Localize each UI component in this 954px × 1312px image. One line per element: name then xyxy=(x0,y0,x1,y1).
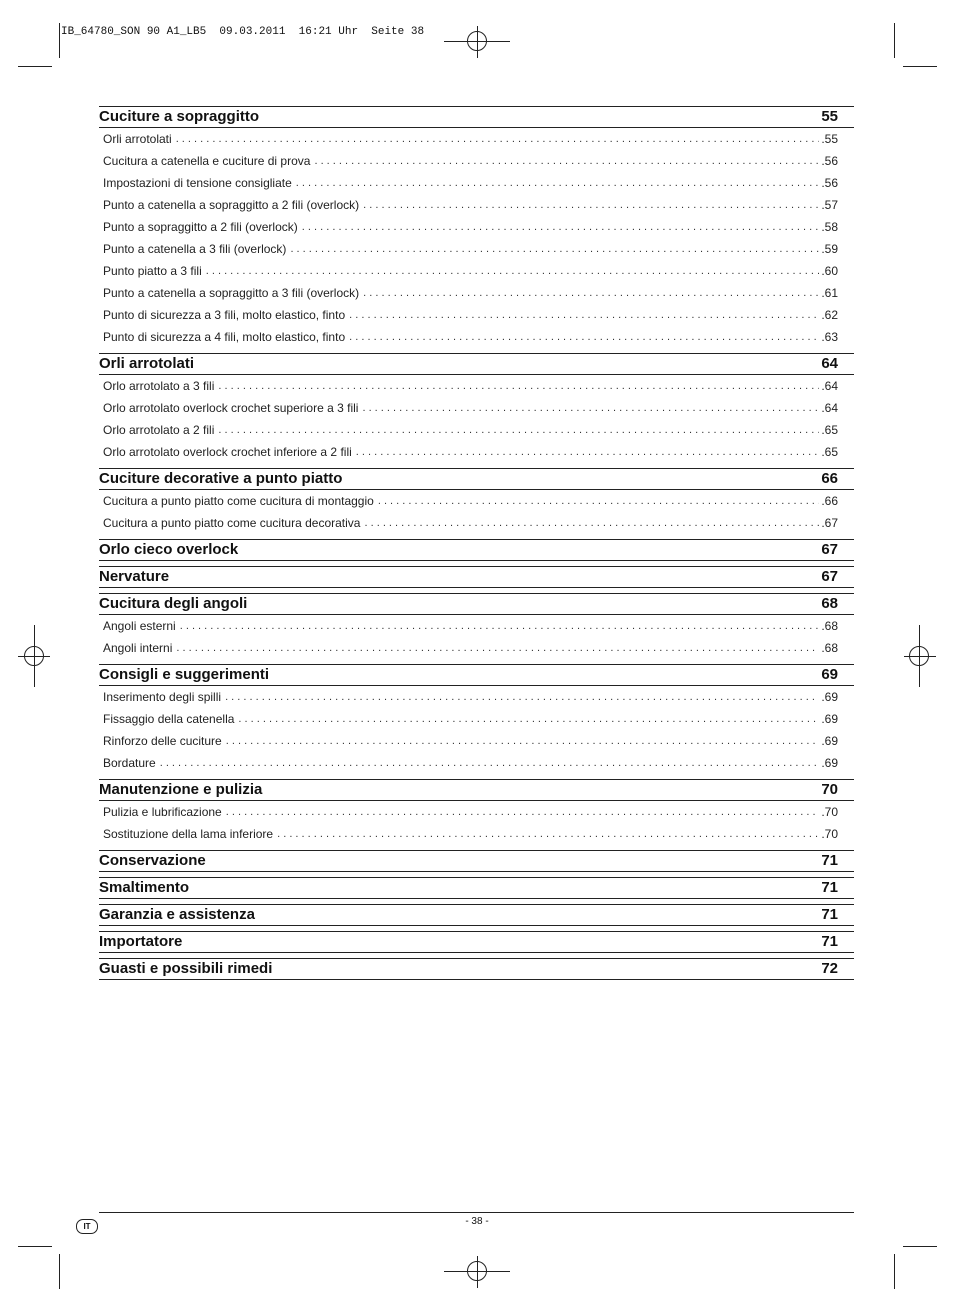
page-number: - 38 - xyxy=(465,1216,489,1227)
toc-entry[interactable] xyxy=(99,282,854,304)
toc-entry[interactable] xyxy=(99,150,854,172)
toc-entry[interactable] xyxy=(99,752,854,774)
crop-mark xyxy=(59,1254,60,1289)
dot-leader xyxy=(362,402,819,414)
crop-mark xyxy=(18,1246,52,1247)
entry-list xyxy=(99,615,854,659)
entry-page-number: .68 xyxy=(821,641,838,655)
entry-page-number: .69 xyxy=(821,734,838,748)
entry-label: Punto piatto a 3 fili xyxy=(103,264,202,278)
entry-label: Punto a catenella a 3 fili (overlock) xyxy=(103,242,287,256)
dot-leader xyxy=(349,309,819,321)
crop-mark xyxy=(903,66,937,67)
entry-label: Punto a catenella a sopraggitto a 3 fili (overlock) xyxy=(103,286,360,300)
dot-leader xyxy=(226,735,820,747)
dot-leader xyxy=(180,620,820,632)
section-page-number: 72 xyxy=(821,960,838,977)
section-page-number: 69 xyxy=(821,666,838,683)
entry-label: Punto a catenella a sopraggitto a 2 fili (overlock) xyxy=(103,198,360,212)
section-heading[interactable] xyxy=(99,593,854,615)
dot-leader xyxy=(364,517,819,529)
section-page-number: 66 xyxy=(821,470,838,487)
entry-label: Angoli esterni xyxy=(103,619,176,633)
section-heading[interactable] xyxy=(99,931,854,953)
entry-page-number: .56 xyxy=(821,176,838,190)
entry-label: Cucitura a punto piatto come cucitura di montaggio xyxy=(103,494,374,508)
entry-page-number: .61 xyxy=(821,286,838,300)
entry-page-number: .69 xyxy=(821,712,838,726)
dot-leader xyxy=(363,287,819,299)
dot-leader xyxy=(349,331,819,343)
entry-page-number: .56 xyxy=(821,154,838,168)
section-page-number: 71 xyxy=(821,933,838,950)
dot-leader xyxy=(218,424,819,436)
entry-page-number: .64 xyxy=(821,379,838,393)
section-page-number: 67 xyxy=(821,541,838,558)
dot-leader xyxy=(226,806,820,818)
entry-page-number: .70 xyxy=(821,827,838,841)
section-heading[interactable] xyxy=(99,958,854,980)
toc-section xyxy=(99,566,854,588)
entry-label: Orlo arrotolato overlock crochet inferiore a 2 fili xyxy=(103,445,352,459)
toc-entry[interactable] xyxy=(99,730,854,752)
section-page-number: 71 xyxy=(821,852,838,869)
section-title: Importatore xyxy=(99,933,183,950)
dot-leader xyxy=(314,155,819,167)
dot-leader xyxy=(160,757,820,769)
toc-entry[interactable] xyxy=(99,216,854,238)
toc-entry[interactable] xyxy=(99,172,854,194)
toc-entry[interactable] xyxy=(99,490,854,512)
entry-label: Pulizia e lubrificazione xyxy=(103,805,222,819)
entry-label: Cucitura a catenella e cuciture di prova xyxy=(103,154,311,168)
dot-leader xyxy=(277,828,819,840)
toc-section xyxy=(99,468,854,534)
section-heading[interactable] xyxy=(99,664,854,686)
toc-section xyxy=(99,931,854,953)
toc-entry[interactable] xyxy=(99,128,854,150)
toc-section xyxy=(99,850,854,872)
footer-rule xyxy=(99,1212,854,1213)
entry-page-number: .59 xyxy=(821,242,838,256)
entry-label: Orlo arrotolato a 3 fili xyxy=(103,379,215,393)
toc-section xyxy=(99,539,854,561)
section-title: Orli arrotolati xyxy=(99,355,195,372)
crop-mark xyxy=(894,23,895,58)
toc-entry[interactable] xyxy=(99,686,854,708)
section-title: Manutenzione e pulizia xyxy=(99,781,263,798)
dot-leader xyxy=(225,691,819,703)
registration-mark xyxy=(24,646,44,666)
entry-label: Sostituzione della lama inferiore xyxy=(103,827,274,841)
toc-section xyxy=(99,593,854,659)
section-title: Cuciture a sopraggitto xyxy=(99,108,260,125)
entry-label: Inserimento degli spilli xyxy=(103,690,222,704)
entry-page-number: .63 xyxy=(821,330,838,344)
toc-entry[interactable] xyxy=(99,512,854,534)
section-title: Consigli e suggerimenti xyxy=(99,666,270,683)
entry-list xyxy=(99,490,854,534)
section-heading[interactable] xyxy=(99,468,854,490)
toc-section xyxy=(99,779,854,845)
entry-page-number: .60 xyxy=(821,264,838,278)
toc-entry[interactable] xyxy=(99,637,854,659)
registration-mark xyxy=(467,31,487,51)
toc-entry[interactable] xyxy=(99,238,854,260)
dot-leader xyxy=(176,133,820,145)
dot-leader xyxy=(176,642,819,654)
section-heading[interactable] xyxy=(99,566,854,588)
entry-page-number: .62 xyxy=(821,308,838,322)
entry-label: Punto di sicurezza a 3 fili, molto elastico, finto xyxy=(103,308,346,322)
section-heading[interactable] xyxy=(99,539,854,561)
registration-mark xyxy=(467,1261,487,1281)
toc-entry[interactable] xyxy=(99,260,854,282)
toc-section xyxy=(99,106,854,348)
toc-section xyxy=(99,904,854,926)
entry-label: Impostazioni di tensione consigliate xyxy=(103,176,292,190)
section-title: Cuciture decorative a punto piatto xyxy=(99,470,343,487)
toc-entry[interactable] xyxy=(99,326,854,348)
section-title: Orlo cieco overlock xyxy=(99,541,239,558)
entry-page-number: .64 xyxy=(821,401,838,415)
entry-page-number: .65 xyxy=(821,445,838,459)
section-title: Cucitura degli angoli xyxy=(99,595,248,612)
entry-page-number: .69 xyxy=(821,756,838,770)
toc-section xyxy=(99,958,854,980)
table-of-contents xyxy=(99,106,854,980)
dot-leader xyxy=(206,265,820,277)
section-page-number: 70 xyxy=(821,781,838,798)
entry-list xyxy=(99,375,854,463)
entry-list xyxy=(99,801,854,845)
entry-label: Fissaggio della catenella xyxy=(103,712,235,726)
entry-label: Punto a sopraggitto a 2 fili (overlock) xyxy=(103,220,298,234)
entry-label: Angoli interni xyxy=(103,641,173,655)
toc-entry[interactable] xyxy=(99,397,854,419)
section-heading[interactable] xyxy=(99,353,854,375)
crop-mark xyxy=(18,66,52,67)
entry-page-number: .67 xyxy=(821,516,838,530)
toc-section xyxy=(99,353,854,463)
section-heading[interactable] xyxy=(99,106,854,128)
dot-leader xyxy=(378,495,819,507)
toc-section xyxy=(99,664,854,774)
entry-label: Rinforzo delle cuciture xyxy=(103,734,222,748)
entry-page-number: .57 xyxy=(821,198,838,212)
entry-label: Punto di sicurezza a 4 fili, molto elastico, finto xyxy=(103,330,346,344)
toc-entry[interactable] xyxy=(99,801,854,823)
crop-mark xyxy=(894,1254,895,1289)
entry-page-number: .66 xyxy=(821,494,838,508)
toc-entry[interactable] xyxy=(99,194,854,216)
toc-entry[interactable] xyxy=(99,304,854,326)
dot-leader xyxy=(356,446,820,458)
toc-entry[interactable] xyxy=(99,419,854,441)
toc-entry[interactable] xyxy=(99,708,854,730)
section-title: Nervature xyxy=(99,568,170,585)
entry-page-number: .69 xyxy=(821,690,838,704)
section-title: Garanzia e assistenza xyxy=(99,906,255,923)
entry-label: Orlo arrotolato a 2 fili xyxy=(103,423,215,437)
toc-section xyxy=(99,877,854,899)
section-page-number: 55 xyxy=(821,108,838,125)
section-title: Conservazione xyxy=(99,852,206,869)
section-page-number: 71 xyxy=(821,906,838,923)
language-badge: IT xyxy=(76,1219,98,1234)
entry-label: Cucitura a punto piatto come cucitura decorativa xyxy=(103,516,361,530)
dot-leader xyxy=(363,199,819,211)
section-page-number: 71 xyxy=(821,879,838,896)
entry-page-number: .55 xyxy=(821,132,838,146)
section-title: Guasti e possibili rimedi xyxy=(99,960,273,977)
section-title: Smaltimento xyxy=(99,879,190,896)
registration-mark xyxy=(909,646,929,666)
dot-leader xyxy=(302,221,820,233)
section-heading[interactable] xyxy=(99,904,854,926)
dot-leader xyxy=(218,380,819,392)
section-heading[interactable] xyxy=(99,877,854,899)
toc-entry[interactable] xyxy=(99,615,854,637)
print-slug: IB_64780_SON 90 A1_LB5 09.03.2011 16:21 Uhr Seite 38 xyxy=(61,26,425,38)
entry-page-number: .65 xyxy=(821,423,838,437)
entry-page-number: .70 xyxy=(821,805,838,819)
toc-entry[interactable] xyxy=(99,441,854,463)
section-heading[interactable] xyxy=(99,850,854,872)
crop-mark xyxy=(903,1246,937,1247)
toc-entry[interactable] xyxy=(99,375,854,397)
entry-page-number: .58 xyxy=(821,220,838,234)
section-page-number: 67 xyxy=(821,568,838,585)
section-page-number: 68 xyxy=(821,595,838,612)
section-page-number: 64 xyxy=(821,355,838,372)
entry-label: Bordature xyxy=(103,756,156,770)
entry-list xyxy=(99,686,854,774)
dot-leader xyxy=(238,713,819,725)
entry-page-number: .68 xyxy=(821,619,838,633)
entry-label: Orlo arrotolato overlock crochet superiore a 3 fili xyxy=(103,401,359,415)
section-heading[interactable] xyxy=(99,779,854,801)
toc-entry[interactable] xyxy=(99,823,854,845)
entry-list xyxy=(99,128,854,348)
entry-label: Orli arrotolati xyxy=(103,132,172,146)
dot-leader xyxy=(290,243,819,255)
dot-leader xyxy=(296,177,820,189)
crop-mark xyxy=(59,23,60,58)
